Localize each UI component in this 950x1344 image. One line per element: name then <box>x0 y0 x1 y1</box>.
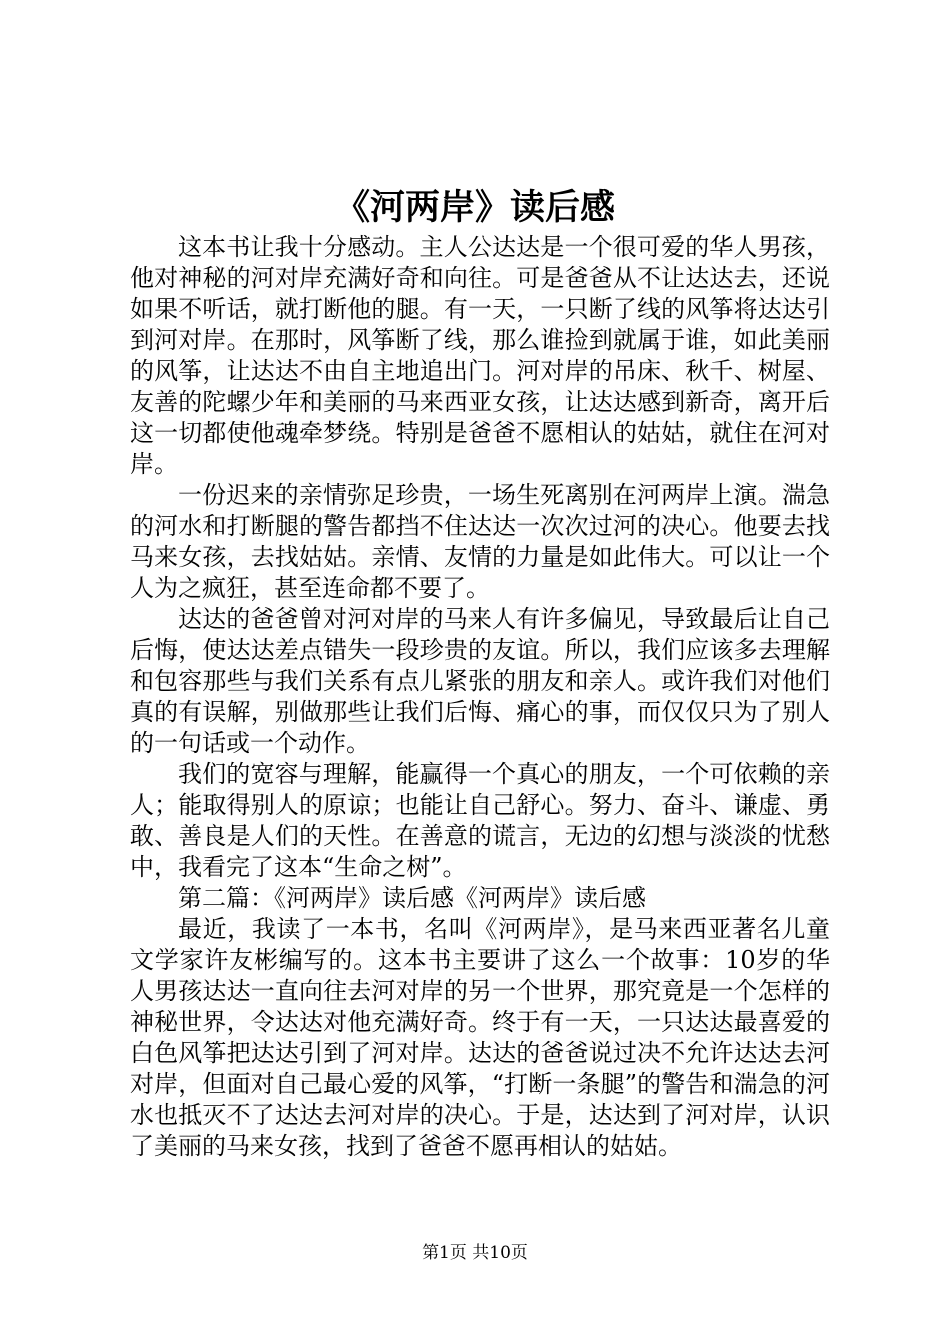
paragraph-1: 这本书让我十分感动。主人公达达是一个很可爱的华人男孩，他对神秘的河对岸充满好奇和向往。可是爸爸从不让达达去，还说如果不听话，就打断他的腿。有一天，一只断了线的风筝将达达引到河对岸。在那时，风筝断了线，那么谁捡到就属于谁，如此美丽的风筝，让达达不由自主地追出门。河对岸的吊床、秋千、树屋、友善的陀螺少年和美丽的马来西亚女孩，让达达感到新奇，离开后这一切都使他魂牵梦绕。特别是爸爸不愿相认的姑姑，就住在河对岸。 <box>130 233 830 478</box>
document-body <box>130 232 830 1162</box>
document-title: 《河两岸》读后感 <box>334 187 615 228</box>
paragraph-2: 一份迟来的亲情弥足珍贵，一场生死离别在河两岸上演。湍急的河水和打断腿的警告都挡不住达达一次次过河的决心。他要去找马来女孩，去找姑姑。亲情、友情的力量是如此伟大。可以让一个人为之疯狂，甚至连命都不要了。 <box>130 481 830 602</box>
paragraph-4: 我们的宽容与理解，能赢得一个真心的朋友，一个可依赖的亲人；能取得别人的原谅；也能让自己舒心。努力、奋斗、谦虚、勇敢、善良是人们的天性。在善意的谎言，无边的幻想与淡淡的忧愁中，我看完了这本“生命之树”。 <box>130 760 830 881</box>
paragraph-3: 达达的爸爸曾对河对岸的马来人有许多偏见，导致最后让自己后悔，使达达差点错失一段珍贵的友谊。所以，我们应该多去理解和包容那些与我们关系有点儿紧张的朋友和亲人。或许我们对他们真的有误解，别做那些让我们后悔、痛心的事，而仅仅只为了别人的一句话或一个动作。 <box>130 605 830 757</box>
page-number-footer: 第1页 共10页 <box>422 1243 528 1263</box>
section-heading: 第二篇：《河两岸》读后感《河两岸》读后感 <box>178 884 646 912</box>
paragraph-5: 最近，我读了一本书，名叫《河两岸》，是马来西亚著名儿童文学家许友彬编写的。这本书主要讲了这么一个故事：10岁的华人男孩达达一直向往去河对岸的另一个世界，那究竟是一个怎样的神秘世界，令达达对他充满好奇。终于有一天，一只达达最喜爱的白色风筝把达达引到了河对岸。达达的爸爸说过决不允许达达去河对岸，但面对自己最心爱的风筝，“打断一条腿”的警告和湍急的河水也抵灭不了达达去河对岸的决心。于是，达达到了河对岸，认识了美丽的马来女孩，找到了爸爸不愿再相认的姑姑。 <box>130 915 830 1160</box>
